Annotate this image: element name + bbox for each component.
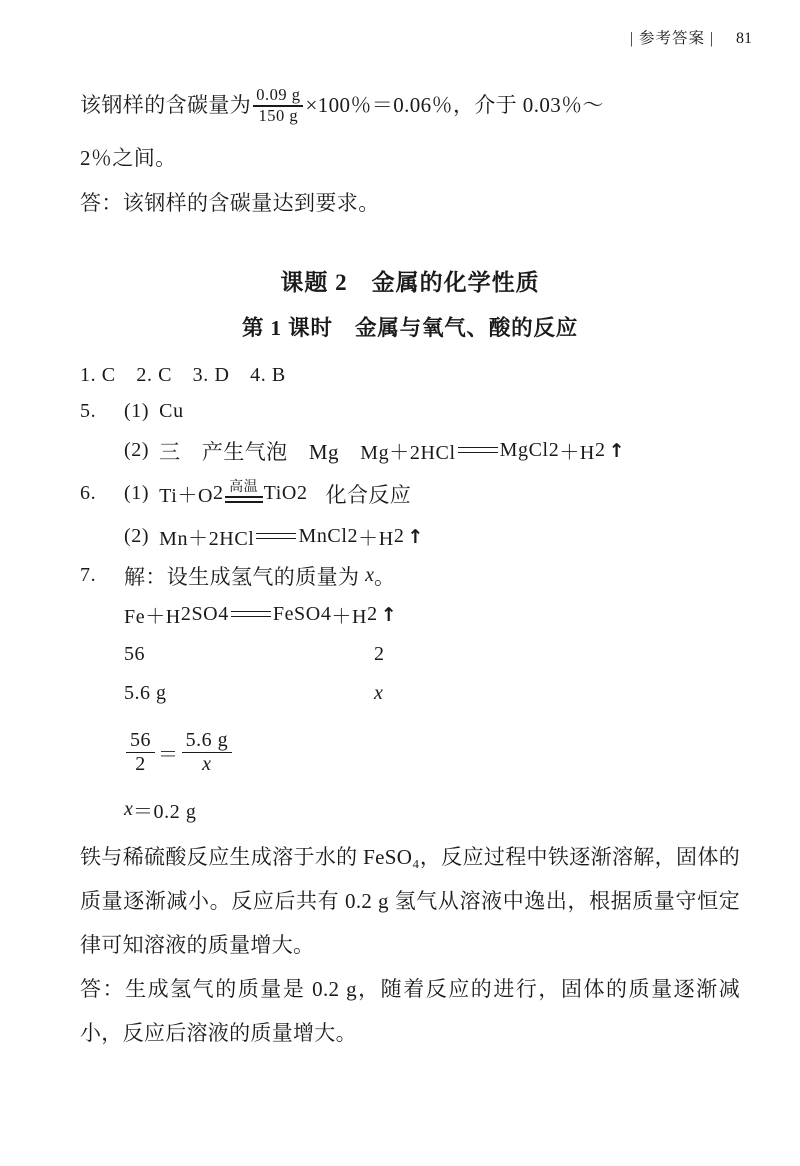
- variable-x: x: [365, 564, 374, 587]
- stoich-row-given: [80, 681, 740, 711]
- equation-6-2-right-b: ＋H: [358, 528, 394, 551]
- reaction-equals-icon: [256, 531, 296, 543]
- equation-5-2-right-b: ＋H: [559, 442, 595, 465]
- sub-label-6-1: (1): [124, 482, 150, 505]
- equals-sign: ＝: [158, 744, 179, 767]
- paragraph-carbon-content-line2: [80, 145, 740, 170]
- fraction-molar-ratio: [126, 729, 155, 777]
- stoich-unknown-x: x: [374, 682, 384, 705]
- answer-row-7-equation: [80, 600, 740, 630]
- solution-intro-text: 解：设生成氢气的质量为: [124, 564, 366, 589]
- page-content: [80, 86, 740, 1055]
- equation-6-2-sub2: 2: [393, 525, 405, 548]
- gas-up-arrow-icon: ↑: [407, 525, 424, 548]
- fraction-numerator: 0.09 g: [256, 85, 301, 104]
- carbon-content-end: 2％之间。: [80, 145, 177, 170]
- carbon-content-prefix: 该钢样的含碳量为: [80, 93, 252, 118]
- paragraph-answer-steel: [80, 190, 740, 215]
- reaction-equals-icon: [225, 495, 263, 504]
- stoich-mass-h2: 2: [374, 643, 385, 666]
- solution-result-row: [80, 795, 740, 825]
- gas-up-arrow-icon: ↑: [608, 439, 625, 462]
- carbon-content-middle: ×100％＝0.06％，介于 0.03％～: [305, 93, 604, 118]
- solution-result-value: ＝0.2 g: [132, 801, 197, 824]
- stoich-mass-fe: 56: [124, 643, 145, 666]
- page-header: [630, 26, 752, 48]
- sub-label-6-2: (2): [124, 525, 150, 548]
- final-answer-paragraph: 答：生成氢气的质量是 0.2 g，随着反应的进行，固体的质量逐渐减小，反应后溶液的质量增大。: [80, 976, 740, 1045]
- equation-5-2-left: Mg＋2HCl: [360, 442, 456, 465]
- gas-up-arrow-icon: ↑: [380, 603, 397, 626]
- question-marker-5: 5.: [80, 400, 97, 423]
- equation-6-1-left: Ti＋O: [159, 485, 214, 508]
- equation-5-2-sub1: 2: [548, 439, 560, 462]
- equation-5-2-right-a: MgCl: [499, 439, 549, 462]
- answer-row-5-2: [80, 436, 740, 466]
- reaction-equals-icon: [458, 445, 498, 457]
- fraction-denominator: x: [202, 753, 212, 776]
- answer-5-2-prefix: 三 产生气泡 Mg: [159, 439, 361, 464]
- fraction-mass-ratio: [253, 86, 303, 126]
- fraction-mass-ratio-given: [182, 729, 233, 777]
- equation-7-left-a: Fe＋H: [124, 606, 181, 629]
- reaction-type-6-1: 化合反应: [325, 482, 412, 507]
- question-marker-6: 6.: [80, 482, 97, 505]
- stoich-row-molar: [80, 642, 740, 672]
- answer-row-6-1: [80, 475, 740, 513]
- answer-choices-1-4: 1. C 2. C 3. D 4. B: [80, 364, 286, 387]
- answer-row-1-4: [80, 358, 740, 388]
- variable-x: x: [124, 798, 133, 821]
- reaction-equals-icon: [231, 609, 271, 621]
- answer-5-1-value: Cu: [159, 400, 184, 423]
- question-marker-7: 7.: [80, 564, 97, 587]
- section-heading-lesson: 第 1 课时 金属与氧气、酸的反应: [241, 315, 579, 340]
- equation-7-right-b: ＋H: [331, 606, 368, 629]
- sub-label-5-1: (1): [124, 400, 150, 423]
- equation-7-sub2: 4: [218, 603, 229, 626]
- equation-6-2-sub1: 2: [347, 525, 359, 548]
- reaction-condition-label: 高温: [229, 479, 259, 495]
- equation-7-left-b: SO: [191, 603, 219, 626]
- fraction-numerator: 5.6 g: [185, 728, 229, 751]
- fraction-denominator: 150 g: [258, 105, 299, 125]
- header-title: | 参考答案 |: [630, 30, 714, 47]
- equation-7-right-a: FeSO: [272, 603, 321, 626]
- explanation-paragraph: 铁与稀硫酸反应生成溶于水的 FeSO₄，反应过程中铁逐渐溶解，固体的质量逐渐减小。反应后共有 0.2 g 氢气从溶液中逸出，根据质量守恒定律可知溶液的质量增大。: [80, 844, 740, 957]
- equation-7-sub1: 2: [180, 603, 192, 626]
- equation-6-2-right-a: MnCl: [298, 525, 348, 548]
- answer-row-5-1: [80, 397, 740, 427]
- stoich-given-fe: 5.6 g: [124, 682, 167, 705]
- sub-label-5-2: (2): [124, 439, 150, 462]
- equation-6-1-sub1: 2: [213, 482, 224, 505]
- equation-6-1-sub2: 2: [296, 482, 308, 505]
- page-number: 81: [736, 30, 752, 47]
- solution-intro-end: 。: [373, 564, 396, 589]
- fraction-numerator: 56: [130, 728, 151, 751]
- equation-7-sub3: 4: [320, 603, 332, 626]
- reaction-arrow-high-temp: [225, 481, 263, 505]
- equation-7-sub4: 2: [367, 603, 378, 626]
- equation-6-2-left: Mn＋2HCl: [159, 528, 255, 551]
- equation-5-2-sub2: 2: [594, 439, 606, 462]
- section-heading-topic: 课题 2 金属的化学性质: [280, 269, 540, 295]
- answer-row-7-intro: [80, 561, 740, 591]
- equation-6-1-right: TiO: [263, 482, 297, 505]
- answer-steel-text: 答：该钢样的含碳量达到要求。: [80, 190, 380, 215]
- answer-row-6-2: [80, 522, 740, 552]
- paragraph-carbon-content-line1: [80, 86, 740, 126]
- fraction-denominator: 2: [135, 753, 146, 776]
- proportion-equation-row: [80, 725, 740, 781]
